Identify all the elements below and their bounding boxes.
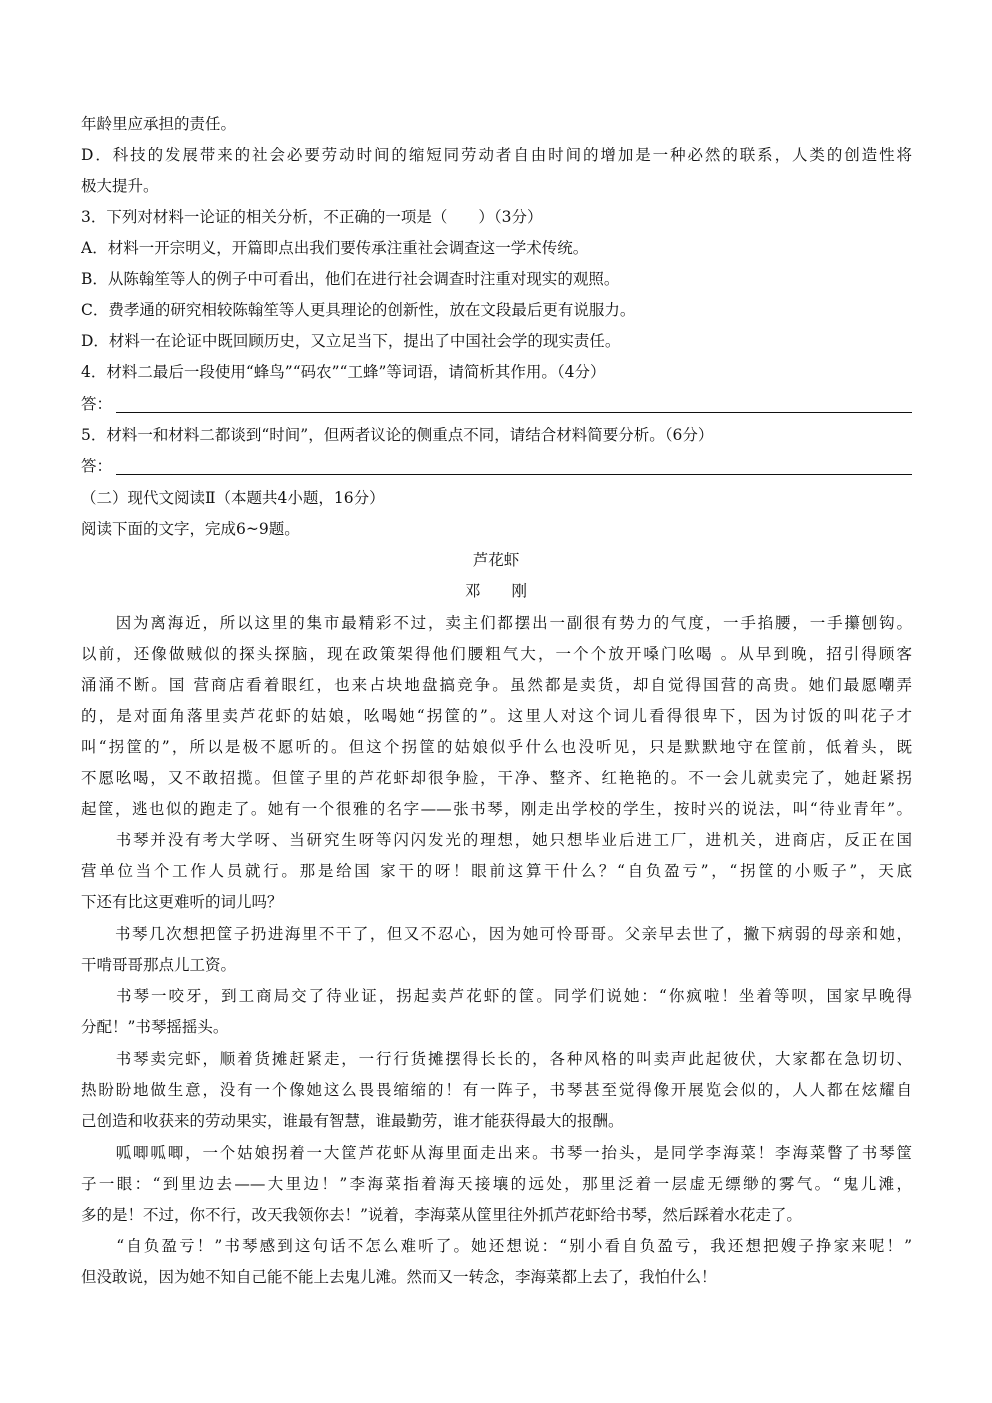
paragraph-line: 分配！”书琴摇摇头。 <box>81 1018 229 1036</box>
option-d-line: D．科技的发展带来的社会必要劳动时间的缩短同劳动者自由时间的增加是一种必然的联系，人类的创造性将 <box>81 146 912 164</box>
paragraph-line: 涌涌不断。国 营商店看着眼红，也来占块地盘搞竞争。虽然都是卖货，却自觉得国营的高贵。她们最愿嘲弄 <box>81 676 912 694</box>
paragraph-line: 子一眼：“到里边去——大里边！”李海菜指着海天接壤的远处，那里泛着一层虚无缥缈的雾气。“鬼儿滩， <box>81 1175 912 1193</box>
paragraph-line: 热盼盼地做生意，没有一个像她这么畏畏缩缩的！有一阵子，书琴甚至觉得像开展览会似的，人人都在炫耀自 <box>81 1081 912 1099</box>
section-heading: （二）现代文阅读Ⅱ（本题共4小题，16分） <box>81 489 385 507</box>
text-line: 极大提升。 <box>81 177 159 195</box>
question-3-option-c: C．费孝通的研究相较陈翰笙等人更具理论的创新性，放在文段最后更有说服力。 <box>81 301 636 319</box>
paragraph-line: 因为离海近，所以这里的集市最精彩不过，卖主们都摆出一副很有势力的气度，一手掐腰，一手攥刨钩。 <box>81 614 912 632</box>
paragraph-line: 呱唧呱唧，一个姑娘拐着一大筐芦花虾从海里面走出来。书琴一抬头，是同学李海菜！李海菜瞥了书琴筐 <box>81 1144 912 1162</box>
question-3-option-d: D．材料一在论证中既回顾历史，又立足当下，提出了中国社会学的现实责任。 <box>81 332 621 350</box>
paragraph-line: 但没敢说，因为她不知自己能不能上去鬼儿滩。然而又一转念，李海菜都上去了，我怕什么！ <box>81 1268 717 1286</box>
paragraph-line: 叫“拐筐的”，所以是极不愿听的。但这个拐筐的姑娘似乎什么也没听见，只是默默地守在筐前，低着头，既 <box>81 738 912 756</box>
paragraph-line: 的，是对面角落里卖芦花虾的姑娘，吆喝她“拐筐的”。这里人对这个词儿看得很卑下，因为讨饭的叫花子才 <box>81 707 912 725</box>
question-3: 3．下列对材料一论证的相关分析，不正确的一项是（ ）（3分） <box>81 208 543 226</box>
answer-label-4: 答： <box>81 395 113 413</box>
paragraph-line: 多的是！不过，你不行，改天我领你去！”说着，李海菜从筐里往外抓芦花虾给书琴，然后踩着水花走了。 <box>81 1206 802 1224</box>
paragraph-line: 干啃哥哥那点儿工资。 <box>81 956 237 974</box>
question-4: 4．材料二最后一段使用“蜂鸟”“码农”“工蜂”等词语，请简析其作用。（4分） <box>81 363 606 381</box>
question-3-option-a: A．材料一开宗明义，开篇即点出我们要传承注重社会调查这一学术传统。 <box>81 239 589 257</box>
answer-label-5: 答： <box>81 457 113 475</box>
paragraph-line: 下还有比这更难听的词儿吗？ <box>81 893 283 911</box>
paragraph-line: 起筐，逃也似的跑走了。她有一个很雅的名字——张书琴，刚走出学校的学生，按时兴的说法，叫“待业青年”。 <box>81 800 912 818</box>
question-3-option-b: B．从陈翰笙等人的例子中可看出，他们在进行社会调查时注重对现实的观照。 <box>81 270 620 288</box>
paragraph-line: 以前，还像做贼似的探头探脑，现在政策架得他们腰粗气大，一个个放开嗓门吆喝 。从早到晚，招引得顾客 <box>81 645 912 663</box>
paragraph-line: 书琴一咬牙，到工商局交了待业证，拐起卖芦花虾的筐。同学们说她：“你疯啦！坐着等呗，国家早晚得 <box>81 987 912 1005</box>
paragraph-line: 己创造和收获来的劳动果实，谁最有智慧，谁最勤劳，谁才能获得最大的报酬。 <box>81 1112 624 1130</box>
answer-line-4[interactable] <box>116 412 912 413</box>
answer-line-5[interactable] <box>116 474 912 475</box>
paragraph-line: 不愿吆喝，又不敢招揽。但筐子里的芦花虾却很争脸，干净、整齐、红艳艳的。不一会儿就卖完了，她赶紧拐 <box>81 769 912 787</box>
paragraph-line: 书琴卖完虾，顺着货摊赶紧走，一行行货摊摆得长长的，各种风格的叫卖声此起彼伏，大家都在急切切、 <box>81 1050 912 1068</box>
paragraph-line: 书琴并没有考大学呀、当研究生呀等闪闪发光的理想，她只想毕业后进工厂，进机关，进商店，反正在国 <box>81 831 912 849</box>
text-line: 年龄里应承担的责任。 <box>81 115 237 133</box>
story-title: 芦花虾 <box>472 551 520 569</box>
story-author: 邓 刚 <box>464 582 527 600</box>
paragraph-line: 营单位当个工作人员就行。那是给国 家干的呀！眼前这算干什么？“自负盈亏”，“拐筐的小贩子”，天底 <box>81 862 912 880</box>
reading-instruction: 阅读下面的文字，完成6~9题。 <box>81 520 300 538</box>
paragraph-line: 书琴几次想把筐子扔进海里不干了，但又不忍心，因为她可怜哥哥。父亲早去世了，撇下病弱的母亲和她， <box>81 925 912 943</box>
question-5: 5．材料一和材料二都谈到“时间”，但两者议论的侧重点不同，请结合材料简要分析。（6分） <box>81 426 714 444</box>
paragraph-line: “自负盈亏！”书琴感到这句话不怎么难听了。她还想说：“别小看自负盈亏，我还想把嫂子挣家来呢！” <box>81 1237 912 1255</box>
